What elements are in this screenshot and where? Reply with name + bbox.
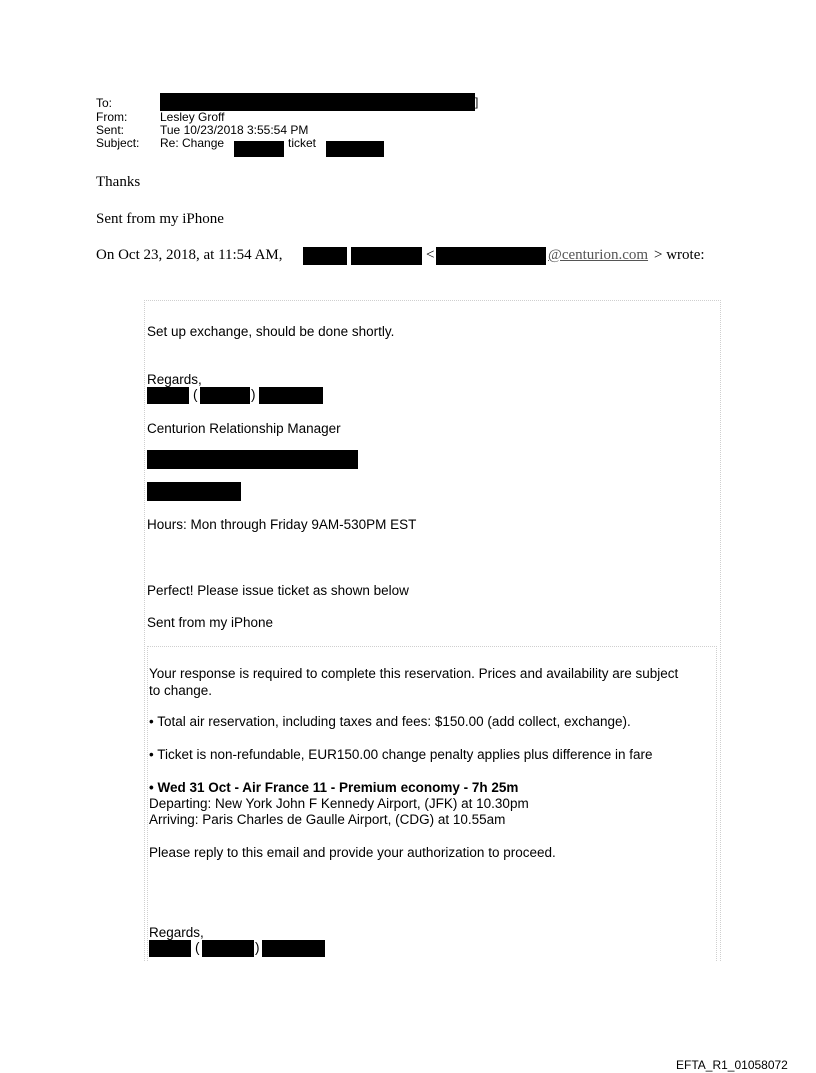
redaction-sig2-first	[149, 940, 191, 957]
from-value: Lesley Groff	[160, 110, 225, 124]
message1-paren-open: (	[193, 387, 198, 402]
message2-paren-open: (	[195, 940, 200, 955]
message1-hours: Hours: Mon through Friday 9AM-530PM EST	[147, 517, 417, 532]
reply-thanks: Thanks	[96, 174, 141, 190]
message2-bullet-total: • Total air reservation, including taxes and fees: $150.00 (add collect, exchange).	[149, 714, 631, 729]
sent-value: Tue 10/23/2018 3:55:54 PM	[160, 123, 309, 137]
message1-line1: Set up exchange, should be done shortly.	[147, 324, 395, 339]
message1-paren-close: )	[251, 387, 256, 402]
sent-label: Sent:	[96, 123, 125, 137]
redaction-sender-first	[303, 247, 347, 265]
message1-regards: Regards,	[147, 372, 202, 387]
message2-response-line1: Your response is required to complete this reservation. Prices and availability are subject	[149, 666, 679, 681]
quote-lt: <	[426, 247, 435, 263]
sender-email-domain-link[interactable]: @centurion.com	[548, 247, 649, 263]
redaction-subject-1	[234, 141, 284, 157]
redaction-sig1-nick	[200, 387, 250, 404]
message1-sent-from: Sent from my iPhone	[147, 615, 274, 630]
message2-reply-prompt: Please reply to this email and provide your authorization to proceed.	[149, 845, 556, 860]
message2-flight-header: • Wed 31 Oct - Air France 11 - Premium economy - 7h 25m	[149, 780, 519, 795]
document-id: EFTA_R1_01058072	[676, 1058, 788, 1072]
quote-attribution: On Oct 23, 2018, at 11:54 AM,	[96, 247, 283, 263]
redaction-sig1-line1	[147, 450, 358, 469]
from-label: From:	[96, 110, 128, 124]
message1-perfect: Perfect! Please issue ticket as shown below	[147, 583, 409, 598]
message2-departing: Departing: New York John F Kennedy Airport, (JFK) at 10.30pm	[149, 796, 529, 811]
redaction-sig1-line2	[147, 482, 241, 501]
message2-bullet-ticket: • Ticket is non-refundable, EUR150.00 change penalty applies plus difference in fare	[149, 747, 653, 762]
redaction-subject-2	[326, 141, 384, 157]
to-label: To:	[96, 96, 113, 110]
redaction-to	[160, 93, 475, 111]
quote-wrote: > wrote:	[654, 247, 705, 263]
to-close-bracket: ]	[475, 95, 479, 109]
redaction-sig1-last	[259, 387, 323, 404]
redaction-sender-last	[351, 247, 422, 265]
reply-signature: Sent from my iPhone	[96, 211, 224, 227]
subject-label: Subject:	[96, 136, 140, 150]
redaction-sig1-first	[147, 387, 189, 404]
message2-paren-close: )	[255, 940, 260, 955]
message2-arriving: Arriving: Paris Charles de Gaulle Airport, (CDG) at 10.55am	[149, 812, 506, 827]
redaction-sig2-last	[262, 940, 325, 957]
redaction-sig2-nick	[202, 940, 254, 957]
message2-response-line2: to change.	[149, 683, 213, 698]
subject-mid: ticket	[288, 136, 317, 150]
message1-title: Centurion Relationship Manager	[147, 421, 341, 436]
redaction-sender-email	[436, 247, 546, 265]
message2-regards: Regards,	[149, 925, 204, 940]
subject-prefix: Re: Change	[160, 136, 225, 150]
